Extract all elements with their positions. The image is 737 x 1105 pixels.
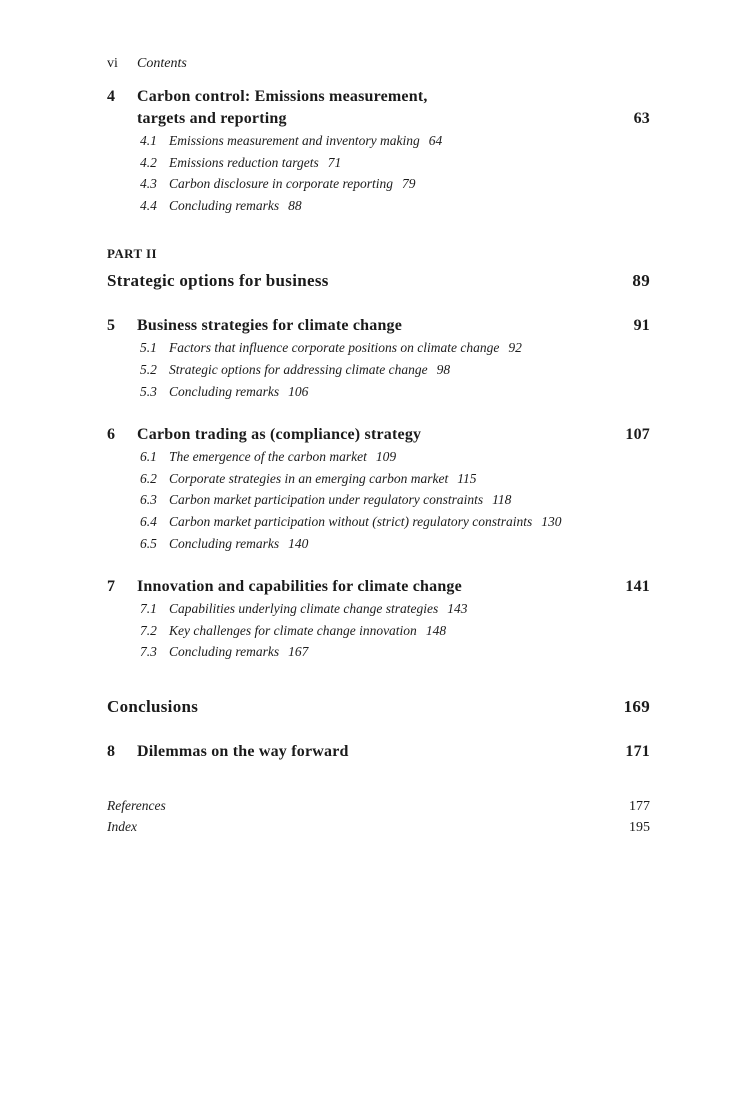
- subsection-title: Carbon market participation without (strict) regulatory constraints: [169, 513, 533, 529]
- subsection-row: [140, 337, 650, 359]
- chapter-heading-row: [107, 86, 650, 130]
- subsection-page-number: 115: [457, 470, 477, 486]
- toc-chapter-entry: [107, 741, 650, 763]
- contents-body: [107, 56, 650, 838]
- subsection-title: Capabilities underlying climate change strategies: [169, 601, 439, 617]
- chapter-number: 4: [107, 88, 116, 105]
- subsection-row: [140, 195, 650, 217]
- subsection-row: [140, 359, 650, 381]
- backmatter-title: References: [107, 797, 166, 813]
- chapter-title: [137, 315, 622, 337]
- subsection-title: Concluding remarks: [169, 197, 280, 213]
- chapter-heading-row: [107, 424, 650, 446]
- chapter-title-line: Carbon trading as (compliance) strategy: [137, 426, 422, 444]
- subsection-row: [140, 173, 650, 195]
- heading-page-number: 169: [623, 696, 650, 716]
- subsection-page-number: 148: [425, 622, 447, 638]
- part-label: PART II: [107, 246, 157, 262]
- subsection-number: 4.4: [140, 197, 157, 213]
- subsection-row: [140, 130, 650, 152]
- subsection-page-number: 64: [428, 133, 443, 148]
- subsection-title: Strategic options for addressing climate change: [169, 361, 428, 377]
- subsection-number: 6.1: [140, 449, 157, 465]
- chapter-page-number: 63: [633, 110, 650, 127]
- subsection-number: 6.2: [140, 470, 157, 486]
- chapter-title-line: Dilemmas on the way forward: [137, 742, 349, 760]
- chapter-number: 6: [107, 426, 116, 444]
- chapter-title: [137, 741, 613, 763]
- toc-chapter-entry: [107, 86, 650, 216]
- part-title: Strategic options for business: [107, 271, 329, 291]
- subsection-page-number: 167: [288, 644, 309, 660]
- subsection-page-number: 130: [541, 513, 562, 529]
- chapter-title-line: Carbon control: Emissions measurement,: [137, 88, 428, 105]
- subsection-number: 4.1: [140, 133, 157, 148]
- subsection-page-number: 79: [402, 176, 416, 192]
- subsection-number: 7.3: [140, 644, 157, 660]
- backmatter-row: [107, 817, 650, 838]
- chapter-page-number: 91: [633, 317, 650, 335]
- backmatter-page-number: 177: [629, 798, 650, 814]
- part-title-row: [107, 269, 650, 293]
- subsection-title: Concluding remarks: [169, 644, 280, 660]
- subsection-title: Key challenges for climate change innovation: [169, 622, 417, 638]
- toc-chapter-entry: [107, 315, 650, 402]
- toc-heading-entry: [107, 695, 650, 719]
- subsection-number: 7.2: [140, 622, 157, 638]
- subsection-page-number: 118: [492, 492, 512, 508]
- subsection-title: Carbon disclosure in corporate reporting: [169, 176, 393, 192]
- subsection-row: [140, 641, 650, 663]
- subsection-title: Factors that influence corporate positions on climate change: [169, 340, 500, 356]
- chapter-page-number: 107: [625, 426, 650, 444]
- backmatter-page-number: 195: [629, 819, 650, 835]
- chapter-page-number: 141: [625, 578, 650, 596]
- subsection-page-number: 71: [327, 154, 342, 170]
- subsection-row: [140, 598, 650, 620]
- subsection-title: Carbon market participation under regulatory constraints: [169, 492, 484, 508]
- subsection-number: 5.1: [140, 340, 157, 356]
- subsection-number: 4.2: [140, 154, 157, 170]
- subsection-title: Concluding remarks: [169, 535, 280, 551]
- subsection-row: [140, 468, 650, 490]
- heading-row: [107, 695, 650, 719]
- folio-page-number: vi: [107, 56, 118, 71]
- subsection-title: Emissions measurement and inventory making: [169, 133, 420, 148]
- subsection-title: Concluding remarks: [169, 383, 280, 399]
- subsection-number: 6.4: [140, 513, 157, 529]
- subsection-number: 5.3: [140, 383, 157, 399]
- toc-chapter-entry: [107, 576, 650, 663]
- subsection-number: 6.5: [140, 535, 157, 551]
- chapter-heading-row: [107, 741, 650, 763]
- backmatter-title: Index: [107, 818, 137, 834]
- subsection-page-number: 98: [436, 361, 451, 377]
- chapter-title: [137, 424, 613, 446]
- toc-backmatter-entry: [107, 796, 650, 838]
- chapter-title-line: Innovation and capabilities for climate change: [137, 578, 462, 596]
- part-page-number: 89: [632, 271, 650, 291]
- subsection-number: 6.3: [140, 492, 157, 508]
- subsection-title: The emergence of the carbon market: [169, 449, 367, 465]
- subsection-page-number: 106: [288, 383, 309, 399]
- chapter-number: 7: [107, 578, 116, 596]
- toc-chapter-entry: [107, 424, 650, 554]
- subsection-row: [140, 446, 650, 468]
- chapter-title: [137, 86, 622, 130]
- subsection-page-number: 109: [375, 449, 397, 465]
- chapter-number: 5: [107, 317, 116, 335]
- subsection-page-number: 140: [288, 535, 309, 551]
- subsection-page-number: 143: [447, 601, 468, 617]
- subsection-row: [140, 381, 650, 403]
- subsection-row: [140, 489, 650, 511]
- subsection-number: 7.1: [140, 601, 157, 617]
- chapter-page-number: 171: [625, 742, 650, 760]
- chapter-title-line: targets and reporting: [137, 110, 287, 127]
- subsection-row: [140, 511, 650, 533]
- subsection-page-number: 92: [508, 340, 522, 356]
- chapter-title-line: Business strategies for climate change: [137, 317, 403, 335]
- subsection-row: [140, 533, 650, 555]
- subsection-number: 4.3: [140, 176, 157, 192]
- running-head: [107, 56, 650, 72]
- chapter-number: 8: [107, 742, 116, 760]
- toc-entries: [107, 86, 650, 838]
- subsection-title: Emissions reduction targets: [169, 154, 319, 170]
- backmatter-row: [107, 796, 650, 817]
- subsection-page-number: 88: [288, 197, 302, 213]
- chapter-title: [137, 576, 613, 598]
- subsection-title: Corporate strategies in an emerging carbon market: [169, 470, 449, 486]
- toc-part-entry: [107, 246, 650, 293]
- subsection-row: [140, 620, 650, 642]
- subsection-number: 5.2: [140, 361, 157, 377]
- chapter-heading-row: [107, 576, 650, 598]
- chapter-heading-row: [107, 315, 650, 337]
- heading-title: Conclusions: [107, 696, 199, 716]
- running-head-title: Contents: [137, 56, 187, 71]
- subsection-row: [140, 152, 650, 174]
